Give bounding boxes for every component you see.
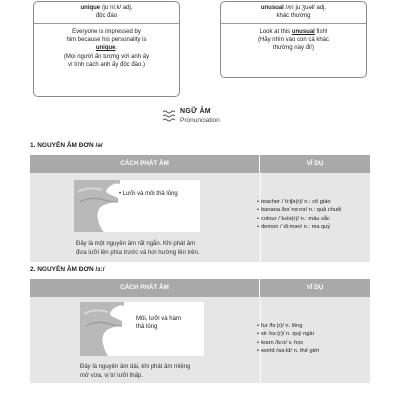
column-header-method: CÁCH PHÁT ÂM: [30, 279, 260, 297]
example-item: • demon /ˈdiːmən/ n.: ma quỷ: [257, 223, 341, 231]
example-item: • banana /bəˈnɑːnə/ n.: quả chuối: [257, 206, 341, 214]
example-highlight-word: unique: [95, 45, 116, 52]
headword-line: [223, 4, 364, 12]
example-item: • sir /sɜː(r)/ n. quý ngài: [257, 330, 319, 338]
example-translation: (Hãy nhìn vào con cá khác: [257, 37, 330, 44]
description-line: Đây là nguyên âm dài, khi phát âm miệng: [80, 364, 191, 370]
vocab-card-unusual: [220, 1, 367, 78]
headword-meaning: khác thường: [276, 13, 311, 19]
vocab-example: [221, 24, 366, 53]
pronunciation-description: [80, 363, 190, 381]
example-line: unique.: [95, 45, 118, 52]
diagram-caption: • Lưỡi và môi thả lỏng: [119, 191, 178, 197]
sound-wave-icon: [162, 110, 176, 122]
example-text: Look at this: [259, 29, 292, 35]
headword-line: [36, 4, 177, 12]
example-line: him because his personality is: [66, 37, 147, 44]
example-item: • colour /ˈkʌlə(r)/ n.: màu sắc: [257, 215, 341, 223]
example-item: • fur /fɜː(r)/ n. lông: [257, 322, 319, 330]
diagram-caption: [136, 315, 181, 331]
mouth-diagram-1: [74, 180, 200, 232]
description-line: mở vừa, vị trí lưỡi thấp.: [80, 373, 143, 379]
description-line: đưa lưỡi lên phía trước và hơi hướng lên trên.: [76, 250, 200, 256]
vocab-card-unique: [33, 1, 180, 97]
headword-ipa: /juˈniːk/ adj.: [100, 5, 133, 11]
column-header-method: CÁCH PHÁT ÂM: [30, 155, 260, 173]
example-item: • world /wɜːld/ n. thế giới: [257, 347, 319, 355]
example-item: • learn /lɜːn/ v. học: [257, 339, 319, 347]
diagram-caption-line: thả lỏng: [136, 324, 158, 330]
headword-meaning: độc đáo: [95, 13, 118, 19]
headword: unique: [80, 5, 101, 11]
description-line: Đây là một nguyên âm rất ngắn. Khi phát âm: [76, 241, 196, 247]
example-highlight-word: unusual: [291, 29, 315, 35]
example-list: [257, 322, 319, 356]
example-item: • teacher /ˈtiːtʃə(r)/ n.: cô giáo: [257, 198, 341, 206]
example-translation: (Mọi người ấn tượng với anh ấy: [63, 53, 150, 60]
vowel-2-title: 2. NGUYÊN ÂM ĐƠN /ɜː/: [30, 266, 105, 273]
vowel-1-table: [30, 155, 370, 262]
pronunciation-description: [76, 240, 200, 258]
example-translation: vì tính cách anh ấy độc đáo.): [67, 61, 146, 68]
section-subtitle: Pronunciation: [180, 117, 220, 124]
vocab-card-header: [34, 2, 179, 24]
table-header: [30, 155, 370, 173]
mouth-profile-icon: [80, 302, 124, 356]
column-header-example: VÍ DỤ: [306, 284, 324, 291]
vowel-2-table: [30, 279, 370, 383]
mouth-profile-icon: [74, 180, 120, 232]
example-list: [257, 198, 341, 232]
example-translation: thường này đi!): [273, 45, 314, 52]
example-text: fish!: [314, 29, 328, 35]
section-title: NGỮ ÂM: [180, 108, 211, 115]
example-line: [227, 28, 360, 36]
diagram-caption-text: Lưỡi và môi thả lỏng: [122, 191, 178, 197]
column-header-example: VÍ DỤ: [306, 160, 324, 167]
mouth-diagram-2: [80, 302, 204, 356]
vocab-card-header: [221, 2, 366, 24]
table-header: [30, 279, 370, 297]
vowel-1-title: 1. NGUYÊN ÂM ĐƠN /ə/: [30, 142, 103, 149]
headword-ipa: /ʌnˈjuːʒuəl/ adj.: [283, 5, 327, 11]
diagram-caption-line: Môi, lưỡi và hàm: [136, 316, 181, 322]
example-line: Everyone is impressed by: [72, 29, 141, 35]
vocab-example: [34, 24, 179, 69]
headword: unusual: [260, 5, 284, 11]
